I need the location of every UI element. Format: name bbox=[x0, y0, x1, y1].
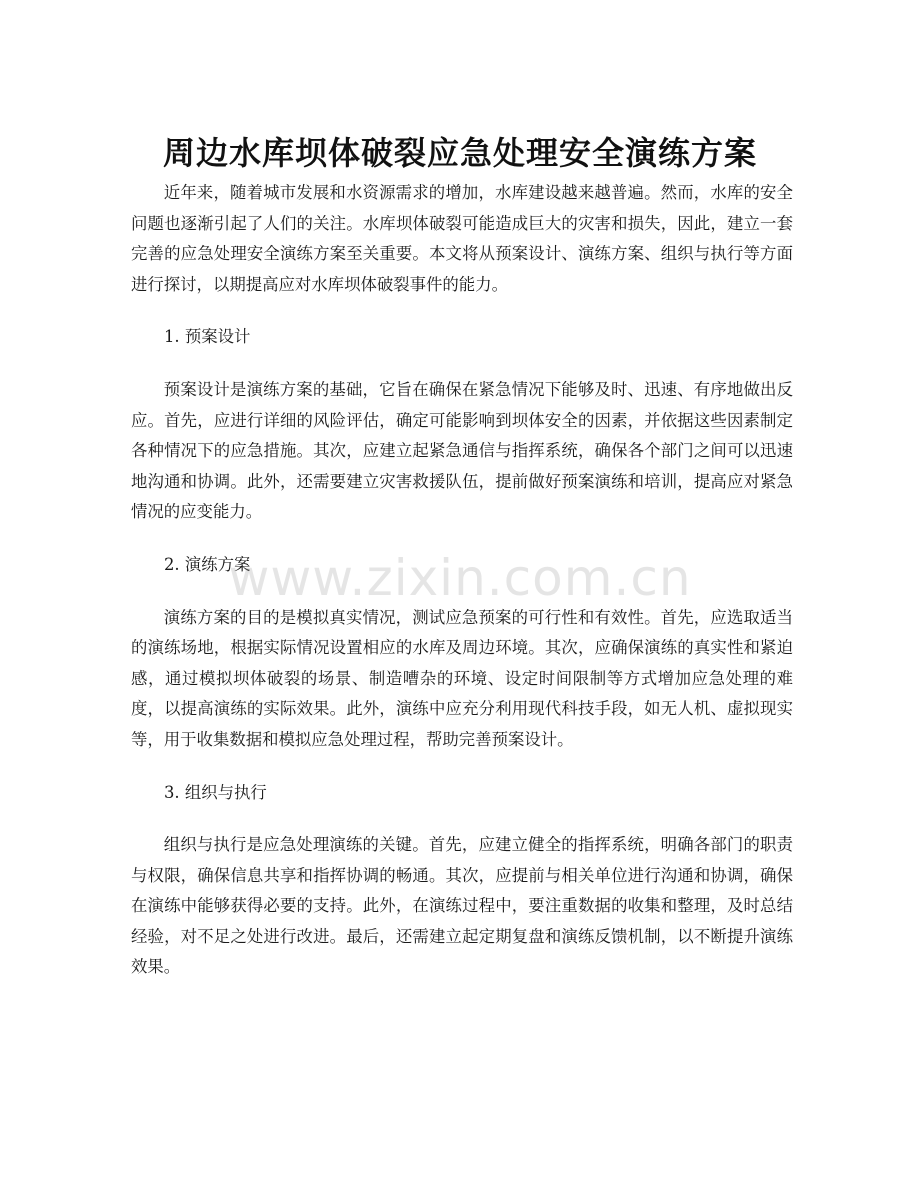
section-heading-1: 1. 预案设计 bbox=[164, 327, 251, 347]
document-body bbox=[131, 178, 793, 983]
section-body-1: 预案设计是演练方案的基础，它旨在确保在紧急情况下能够及时、迅速、有序地做出反应。首先，应进行详细的风险评估，确定可能影响到坝体安全的因素，并依据这些因素制定各种情况下的应急措施。其次，应建立起紧急通信与指挥系统，确保各个部门之间可以迅速地沟通和协调。此外，还需要建立灾害救援队伍，提前做好预案演练和培训，提高应对紧急情况的应变能力。 bbox=[131, 379, 793, 522]
intro-paragraph: 近年来，随着城市发展和水资源需求的增加，水库建设越来越普遍。然而，水库的安全问题也逐渐引起了人们的关注。水库坝体破裂可能造成巨大的灾害和损失，因此，建立一套完善的应急处理安全演练方案至关重要。本文将从预案设计、演练方案、组织与执行等方面进行探讨，以期提高应对水库坝体破裂事件的能力。 bbox=[131, 183, 793, 294]
watermark-text: www.zixin.com.cn bbox=[228, 549, 692, 607]
document-title: 周边水库坝体破裂应急处理安全演练方案 bbox=[162, 134, 757, 173]
section-heading-2: 2. 演练方案 bbox=[164, 554, 251, 574]
section-body-3: 组织与执行是应急处理演练的关键。首先，应建立健全的指挥系统，明确各部门的职责与权限，确保信息共享和指挥协调的畅通。其次，应提前与相关单位进行沟通和协调，确保在演练中能够获得必要的支持。此外，在演练过程中，要注重数据的收集和整理，及时总结经验，对不足之处进行改进。最后，还需建立起定期复盘和演练反馈机制，以不断提升演练效果。 bbox=[131, 835, 793, 977]
section-body-2: 演练方案的目的是模拟真实情况，测试应急预案的可行性和有效性。首先，应选取适当的演练场地，根据实际情况设置相应的水库及周边环境。其次，应确保演练的真实性和紧迫感，通过模拟坝体破裂的场景、制造嘈杂的环境、设定时间限制等方式增加应急处理的难度，以提高演练的实际效果。此外，演练中应充分利用现代科技手段，如无人机、虚拟现实等，用于收集数据和模拟应急处理过程，帮助完善预案设计。 bbox=[131, 607, 793, 749]
section-heading-3: 3. 组织与执行 bbox=[164, 782, 267, 802]
